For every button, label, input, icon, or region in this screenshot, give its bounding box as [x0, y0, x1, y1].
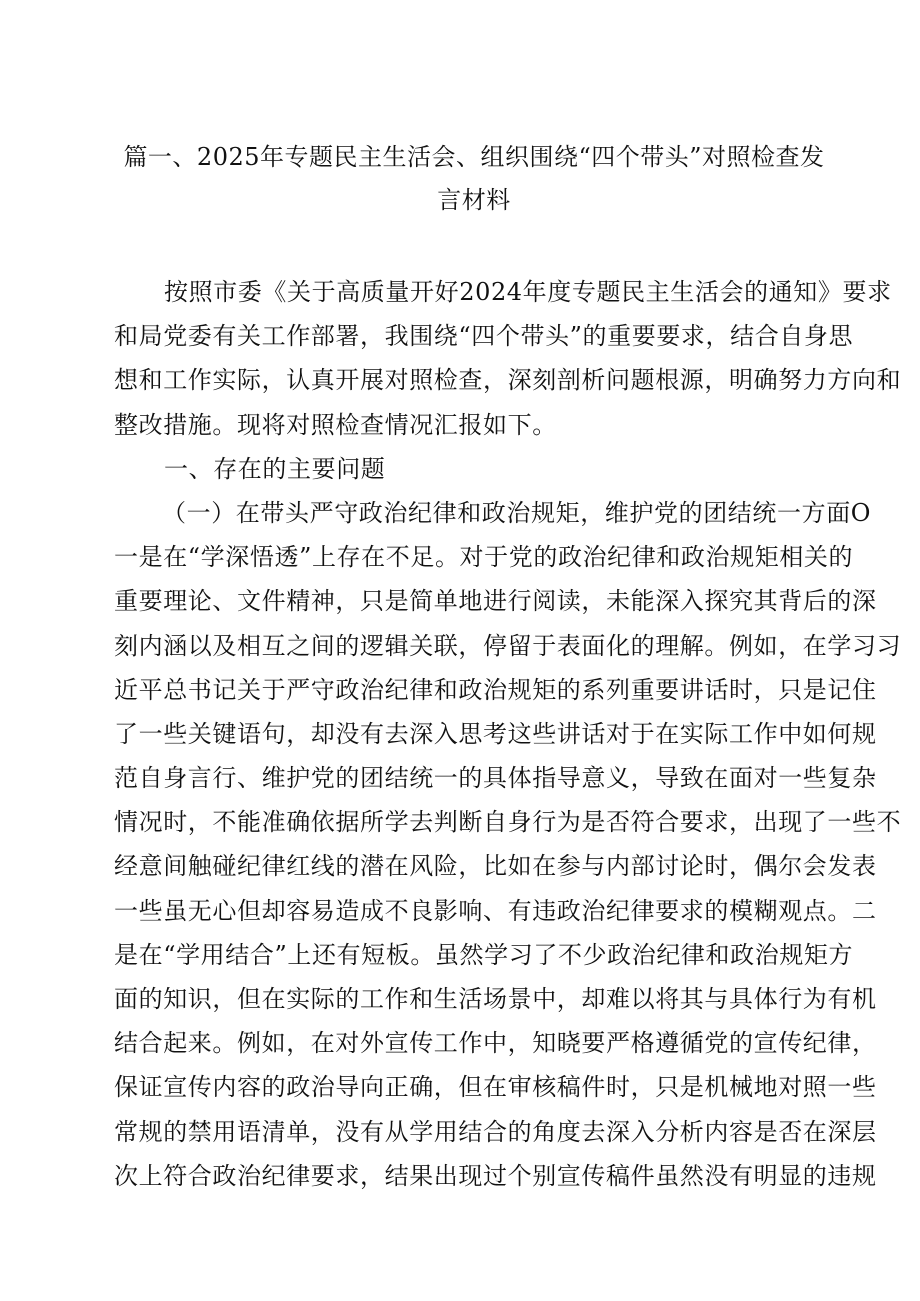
- paragraph-line: 结合起来。例如，在对外宣传工作中，知晓要严格遵循党的宣传纪律，: [114, 1029, 877, 1058]
- paragraph-line: 常规的禁用语清单，没有从学用结合的角度去深入分析内容是否在深层: [114, 1117, 877, 1146]
- title-line-2: 言材料: [437, 186, 511, 214]
- paragraph-line: 整改措施。现将对照检查情况汇报如下。: [114, 410, 557, 439]
- paragraph-line: 次上符合政治纪律要求，结果出现过个别宣传稿件虽然没有明显的违规: [114, 1161, 877, 1190]
- paragraph-line: 范自身言行、维护党的团结统一的具体指导意义，导致在面对一些复杂: [114, 764, 877, 793]
- paragraph-line: 近平总书记关于严守政治纪律和政治规矩的系列重要讲话时，只是记住: [114, 675, 877, 704]
- paragraph-line: 刻内涵以及相互之间的逻辑关联，停留于表面化的理解。例如，在学习习: [114, 631, 902, 660]
- paragraph-line: 重要理论、文件精神，只是简单地进行阅读，未能深入探究其背后的深: [114, 587, 877, 616]
- paragraph-line: 是在“学用结合”上还有短板。虽然学习了不少政治纪律和政治规矩方: [114, 940, 854, 969]
- paragraph-line: 和局党委有关工作部署，我围绕“四个带头”的重要要求，结合自身思: [114, 322, 854, 351]
- paragraph-line: 保证宣传内容的政治导向正确，但在审核稿件时，只是机械地对照一些: [114, 1073, 877, 1102]
- paragraph-line: 了一些关键语句，却没有去深入思考这些讲话对于在实际工作中如何规: [114, 719, 877, 748]
- document-body: [114, 270, 902, 1198]
- paragraph-line: 面的知识，但在实际的工作和生活场景中，却难以将其与具体行为有机: [114, 985, 877, 1013]
- paragraph-line: 想和工作实际，认真开展对照检查，深刻剖析问题根源，明确努力方向和: [114, 366, 902, 395]
- paragraph-line: 情况时，不能准确依据所学去判断自身行为是否符合要求，出现了一些不: [114, 808, 902, 837]
- document-title: [112, 136, 836, 222]
- title-line-1: 篇一、2025年专题民主生活会、组织围绕“四个带头”对照检查发: [123, 143, 825, 171]
- paragraph-line: 经意间触碰纪律红线的潜在风险，比如在参与内部讨论时，偶尔会发表: [114, 852, 877, 881]
- paragraph-line: 按照市委《关于高质量开好2024年度专题民主生活会的通知》要求: [164, 278, 892, 306]
- section-heading: 一、存在的主要问题: [164, 454, 386, 483]
- subsection-heading: （一）在带头严守政治纪律和政治规矩，维护党的团结统一方面O: [162, 498, 872, 527]
- paragraph-line: 一些虽无心但却容易造成不良影响、有违政治纪律要求的模糊观点。二: [114, 896, 877, 925]
- paragraph-line: 一是在“学深悟透”上存在不足。对于党的政治纪律和政治规矩相关的: [114, 543, 854, 572]
